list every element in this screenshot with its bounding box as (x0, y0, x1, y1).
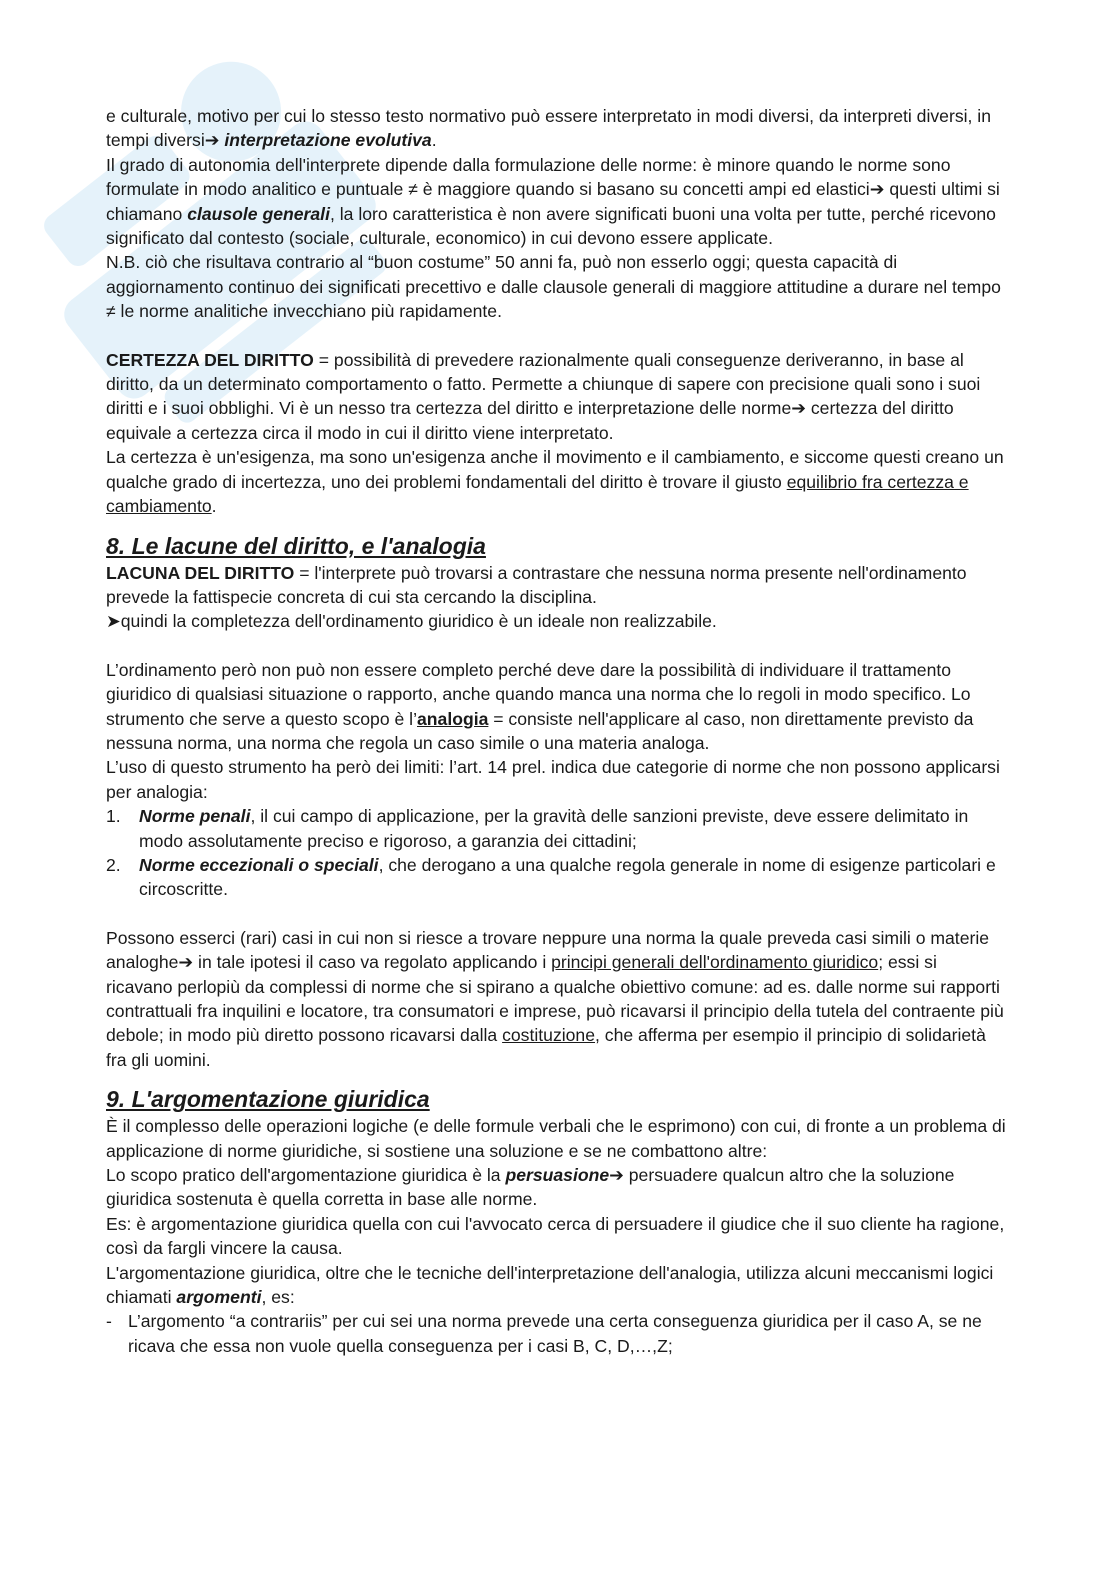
list-item: - L’argomento “a contrariis” per cui sei una norma prevede una certa conseguenza giuridica per il caso A, se ne ricava che essa non vuole quella conseguenza per i casi B, C, D,…,Z; (106, 1309, 1006, 1358)
paragraph-certezza-diritto: CERTEZZA DEL DIRITTO = possibilità di prevedere razionalmente quali conseguenze deriveranno, in base al diritto, da un determinato comportamento o fatto. Permette a chiunque di sapere con precisione quali sono i suoi diritti e i suoi obblighi. Vi è un nesso tra certezza del diritto e interpretazione delle norme➔ certezza del diritto equivale a certezza circa il modo in cui il diritto viene interpretato. (106, 349, 981, 443)
term-norme-eccezionali: Norme eccezionali o speciali (139, 854, 379, 875)
list-marker: 2. (106, 854, 121, 875)
paragraph-nota-bene: N.B. ciò che risultava contrario al “buon costume” 50 anni fa, può non esserlo oggi; questa capacità di aggiornamento continuo dei significati precettivo e dalle clausole generali di maggiore attitudine a durare nel tempo ≠ le norme analitiche invecchiano più rapidamente. (106, 252, 1001, 322)
term-analogia: analogia (417, 708, 489, 729)
link-principi-generali: principi generali dell'ordinamento giuridico (551, 952, 879, 973)
paragraph-argomentazione-definizione: È il complesso delle operazioni logiche (e delle formule verbali che le esprimono) con cui, di fronte a un problema di applicazione di norme giuridiche, si sostiene una soluzione e se ne combattono altre: (106, 1116, 1006, 1161)
list-item: 1. Norme penali, il cui campo di applicazione, per la gravità delle sanzioni previste, deve essere delimitato in modo assolutamente preciso e rigoroso, a garanzia dei cittadini; (106, 804, 1006, 853)
list-marker: 1. (106, 806, 121, 827)
arrow-icon: ➔ (178, 952, 194, 973)
term-interpretazione-evolutiva: interpretazione evolutiva (224, 130, 432, 151)
paragraph-completezza: ➤quindi la completezza dell'ordinamento giuridico è un ideale non realizzabile. (106, 611, 717, 632)
arrow-icon: ➔ (609, 1165, 624, 1186)
section-heading-8: 8. Le lacune del diritto, e l'analogia (106, 532, 486, 559)
paragraph-esempio: Es: è argomentazione giuridica quella con cui l'avvocato cerca di persuadere il giudice che il suo cliente ha ragione, così da fargli vincere la causa. (106, 1213, 1005, 1259)
arrow-icon: ➔ (204, 130, 220, 151)
list-item: 2. Norme eccezionali o speciali, che derogano a una qualche regola generale in nome di esigenze particolari e circoscritte. (106, 853, 1006, 902)
paragraph-limiti: L’uso di questo strumento ha però dei limiti: l’art. 14 prel. indica due categorie di norme che non possono applicarsi per analogia: (106, 757, 1000, 802)
paragraph-lacuna-diritto: LACUNA DEL DIRITTO = l'interprete può trovarsi a contrastare che nessuna norma presente nell'ordinamento prevede la fattispecie concreta di cui sta cercando la disciplina. (106, 562, 967, 607)
section-heading-9: 9. L'argomentazione giuridica (106, 1086, 430, 1113)
paragraph-principi-generali: Possono esserci (rari) casi in cui non si riesce a trovare neppure una norma la quale preveda casi simili o materie analoghe➔ in tale ipotesi il caso va regolato applicando i principi generali dell'ordinamento giuridico; essi si ricavano perlopiù da complessi di norme che si spirano a qualche obiettivo comune: ad es. dalle norme sui rapporti contrattuali fra inquilini e locatore, tra consumatori e imprese, può ricavarsi il principio della tutela del contraente più debole; in modo più diretto possono ricavarsi dalla costituzione, che afferma per esempio il principio di solidarietà fra gli uomini. (106, 927, 1004, 1070)
term-clausole-generali: clausole generali (187, 203, 330, 224)
paragraph-autonomia-interprete: Il grado di autonomia dell'interprete dipende dalla formulazione delle norme: è minore quando le norme sono formulate in modo analitico e puntuale ≠ è maggiore quando si basano su concetti ampi ed elastici➔ questi ultimi si chiamano clausole generali, la loro caratteristica è non avere significati buoni una volta per tutte, perché ricevono significato dal contesto (sociale, culturale, economico) in cui devono essere applicate. (106, 154, 1000, 249)
arrow-icon: ➔ (791, 398, 806, 419)
link-costituzione: costituzione (502, 1025, 596, 1046)
term-norme-penali: Norme penali (139, 806, 251, 827)
paragraph-persuasione: Lo scopo pratico dell'argomentazione giuridica è la persuasione➔ persuadere qualcun altro che la soluzione giuridica sostenuta è quella corretta in base alle norme. (106, 1165, 955, 1210)
term-lacuna-diritto: LACUNA DEL DIRITTO (106, 562, 295, 583)
link-equilibrio: equilibrio fra certezza e cambiamento (106, 471, 969, 517)
paragraph-equilibrio: La certezza è un'esigenza, ma sono un'esigenza anche il movimento e il cambiamento, e siccome questi creano un qualche grado di incertezza, uno dei problemi fondamentali del diritto è trovare il giusto equilibrio fra certezza e cambiamento. (106, 447, 1004, 517)
paragraph-analogia: L’ordinamento però non può non essere completo perché deve dare la possibilità di individuare il trattamento giuridico di qualsiasi situazione o rapporto, anche quando manca una norma che lo regoli in modo specifico. Lo strumento che serve a questo scopo è l’analogia = consiste nell'applicare al caso, non direttamente previsto da nessuna norma, una norma che regola un caso simile o una materia analoga. (106, 659, 974, 753)
document-page (106, 104, 1006, 1358)
term-persuasione: persuasione (505, 1165, 610, 1186)
paragraph-interpretazione-evolutiva: e culturale, motivo per cui lo stesso testo normativo può essere interpretato in modi diversi, da interpreti diversi, in tempi diversi➔ interpretazione evolutiva. (106, 106, 991, 151)
paragraph-argomenti: L'argomentazione giuridica, oltre che le tecniche dell'interpretazione dell'analogia, utilizza alcuni meccanismi logici chiamati argomenti, es: (106, 1262, 994, 1308)
arrow-icon: ➔ (869, 179, 885, 200)
list-marker: - (106, 1311, 112, 1332)
term-certezza-diritto: CERTEZZA DEL DIRITTO (106, 349, 314, 370)
arrowhead-icon: ➤ (106, 611, 121, 632)
term-argomenti: argomenti (176, 1287, 262, 1308)
